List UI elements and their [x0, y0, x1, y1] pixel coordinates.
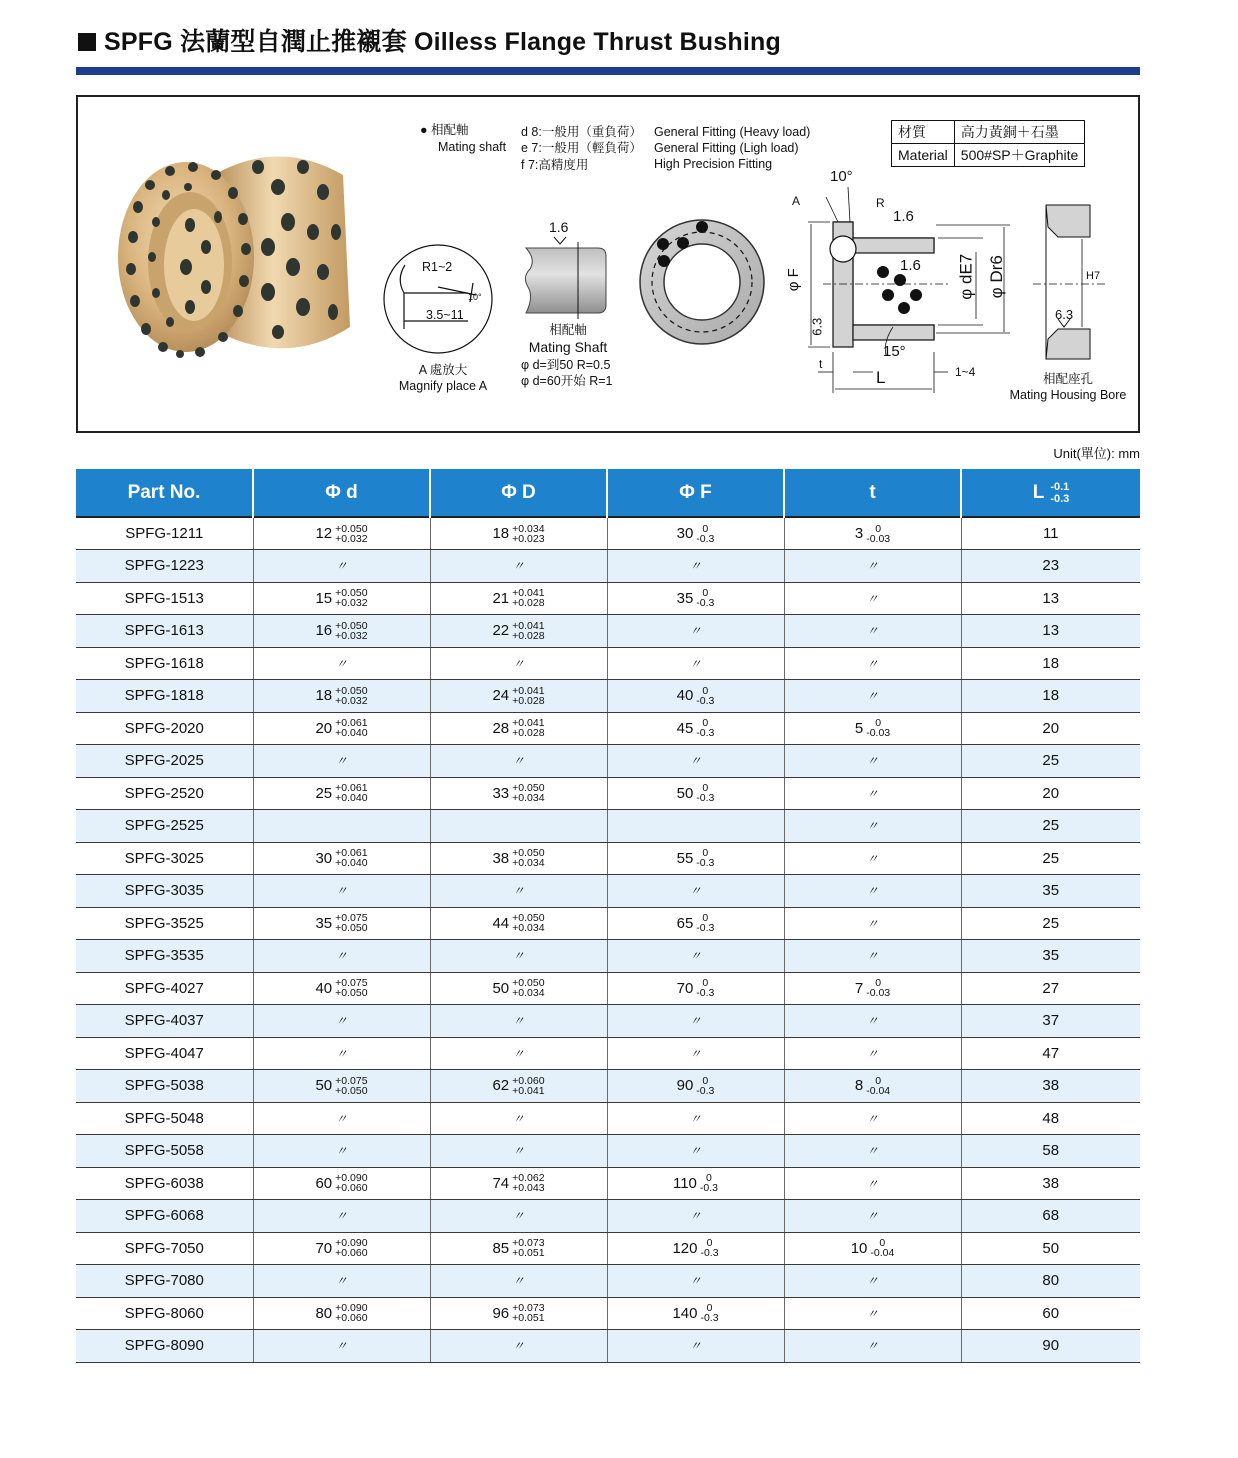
- table-row: [76, 1070, 1140, 1103]
- cell-t: 8 0 -0.04: [784, 1070, 961, 1103]
- cell-part-no: SPFG-7050: [76, 1232, 253, 1265]
- cell-D: 〃: [430, 940, 607, 973]
- technical-diagram: [76, 95, 1140, 433]
- cell-d: 〃: [253, 1005, 430, 1038]
- tolerance-D: +0.073 +0.051: [512, 1302, 545, 1325]
- cell-L: 25: [961, 745, 1140, 778]
- cell-part-no: SPFG-3525: [76, 907, 253, 940]
- cell-t: 〃: [784, 1135, 961, 1168]
- section-L-label: L: [876, 368, 886, 387]
- cell-part-no: SPFG-3535: [76, 940, 253, 973]
- section-roughness-1: 1.6: [893, 208, 914, 225]
- magnify-len-label: 3.5~11: [426, 308, 464, 322]
- housing-zh: 相配座孔: [1042, 372, 1093, 386]
- section-angle-top: 10°: [830, 168, 853, 185]
- cell-part-no: SPFG-6068: [76, 1200, 253, 1233]
- cell-F: 〃: [607, 940, 784, 973]
- tolerance-F: 0 -0.3: [696, 912, 715, 935]
- cell-part-no: SPFG-5048: [76, 1102, 253, 1135]
- cell-part-no: SPFG-8090: [76, 1330, 253, 1363]
- table-row: [76, 1200, 1140, 1233]
- cell-t: 〃: [784, 1102, 961, 1135]
- spec-table: [76, 469, 1140, 1363]
- section-a-label: A: [792, 194, 801, 208]
- cell-F: 50 0 -0.3: [607, 777, 784, 810]
- cell-d: 40 +0.075 +0.050: [253, 972, 430, 1005]
- tolerance-D: +0.050 +0.034: [512, 782, 545, 805]
- cell-t: 〃: [784, 777, 961, 810]
- cell-t: 〃: [784, 1005, 961, 1038]
- shaft-radius-1: φ d=到50 R=0.5: [521, 358, 611, 372]
- cell-d: 〃: [253, 875, 430, 908]
- cell-d: 60 +0.090 +0.060: [253, 1167, 430, 1200]
- cell-F: 〃: [607, 1037, 784, 1070]
- cell-d: 〃: [253, 1200, 430, 1233]
- tolerance-F: 0 -0.3: [696, 587, 715, 610]
- cell-F: 90 0 -0.3: [607, 1070, 784, 1103]
- section-gap-label: 1~4: [955, 365, 976, 379]
- cell-L: 25: [961, 907, 1140, 940]
- cell-part-no: SPFG-2525: [76, 810, 253, 843]
- cell-t: 〃: [784, 647, 961, 680]
- cell-t: 〃: [784, 745, 961, 778]
- table-row: [76, 1232, 1140, 1265]
- shaft-zh: 相配軸: [549, 323, 587, 337]
- cell-part-no: SPFG-5058: [76, 1135, 253, 1168]
- cell-part-no: SPFG-3035: [76, 875, 253, 908]
- cell-L: 18: [961, 680, 1140, 713]
- tolerance-D: +0.062 +0.043: [512, 1172, 545, 1195]
- tolerance-F: 0 -0.3: [696, 977, 715, 1000]
- table-row: [76, 615, 1140, 648]
- cell-F: 〃: [607, 1265, 784, 1298]
- cell-t: 〃: [784, 1167, 961, 1200]
- cell-t: 〃: [784, 875, 961, 908]
- tolerance-D: +0.050 +0.034: [512, 977, 545, 1000]
- cell-D: 74 +0.062 +0.043: [430, 1167, 607, 1200]
- cell-d: 15 +0.050 +0.032: [253, 582, 430, 615]
- cell-L: 38: [961, 1167, 1140, 1200]
- cell-d: 〃: [253, 1330, 430, 1363]
- header-F: Φ F: [607, 469, 784, 517]
- magnify-angle-label: 10°: [468, 292, 482, 302]
- tolerance-d: +0.050 +0.032: [335, 684, 368, 707]
- cell-part-no: SPFG-4027: [76, 972, 253, 1005]
- cell-part-no: SPFG-1613: [76, 615, 253, 648]
- cell-D: [430, 810, 607, 843]
- cell-t: 〃: [784, 1265, 961, 1298]
- fit-e-en: General Fitting (Ligh load): [654, 141, 799, 155]
- cell-d: 〃: [253, 1265, 430, 1298]
- cell-D: 18 +0.034 +0.023: [430, 517, 607, 550]
- cell-part-no: SPFG-4047: [76, 1037, 253, 1070]
- cell-F: 140 0 -0.3: [607, 1297, 784, 1330]
- cell-t: 10 0 -0.04: [784, 1232, 961, 1265]
- cell-D: 96 +0.073 +0.051: [430, 1297, 607, 1330]
- material-value-zh: 高力黃銅＋石墨: [954, 121, 1085, 144]
- legend-bullet: ● 相配軸: [420, 123, 469, 137]
- cell-t: 〃: [784, 550, 961, 583]
- tolerance-t: 0 -0.04: [870, 1237, 895, 1260]
- bushing-photo-icon: [118, 156, 350, 358]
- cell-L: 35: [961, 875, 1140, 908]
- tolerance-d: +0.061 +0.040: [335, 782, 368, 805]
- tolerance-d: +0.061 +0.040: [335, 717, 368, 740]
- cell-L: 38: [961, 1070, 1140, 1103]
- table-row: [76, 647, 1140, 680]
- cell-F: 〃: [607, 1135, 784, 1168]
- section-roughness-2: 1.6: [900, 257, 921, 274]
- cell-part-no: SPFG-2025: [76, 745, 253, 778]
- table-row: [76, 875, 1140, 908]
- material-table: [891, 120, 1085, 167]
- table-row: [76, 842, 1140, 875]
- tolerance-d: +0.061 +0.040: [335, 847, 368, 870]
- table-row: [76, 550, 1140, 583]
- cell-F: 70 0 -0.3: [607, 972, 784, 1005]
- tolerance-F: 0 -0.3: [696, 782, 715, 805]
- material-label-zh: 材質: [892, 121, 955, 144]
- cell-part-no: SPFG-7080: [76, 1265, 253, 1298]
- cell-F: 〃: [607, 1005, 784, 1038]
- housing-h7-label: H7: [1086, 270, 1101, 282]
- cell-L: 25: [961, 842, 1140, 875]
- cell-t: 〃: [784, 1037, 961, 1070]
- cell-L: 13: [961, 582, 1140, 615]
- header-part-no: Part No.: [76, 469, 253, 517]
- cell-D: 〃: [430, 1330, 607, 1363]
- cell-d: [253, 810, 430, 843]
- section-phi-D: φ Dr6: [986, 255, 1006, 299]
- tolerance-t: 0 -0.03: [866, 717, 891, 740]
- tolerance-D: +0.041 +0.028: [512, 684, 545, 707]
- cell-t: 〃: [784, 940, 961, 973]
- page-title: [78, 22, 781, 54]
- table-row: [76, 745, 1140, 778]
- cell-F: 110 0 -0.3: [607, 1167, 784, 1200]
- cell-D: 〃: [430, 647, 607, 680]
- tolerance-F: 0 -0.3: [696, 717, 715, 740]
- cell-L: 20: [961, 777, 1140, 810]
- material-label-en: Material: [892, 144, 955, 167]
- table-row: [76, 1135, 1140, 1168]
- tolerance-t: 0 -0.04: [866, 1074, 891, 1097]
- cell-D: 28 +0.041 +0.028: [430, 712, 607, 745]
- tolerance-D: +0.041 +0.028: [512, 587, 545, 610]
- header-d: Φ d: [253, 469, 430, 517]
- tolerance-d: +0.090 +0.060: [335, 1302, 368, 1325]
- page-title-text: SPFG 法蘭型自潤止推襯套 Oilless Flange Thrust Bushing: [104, 28, 781, 56]
- cell-D: 22 +0.041 +0.028: [430, 615, 607, 648]
- cell-t: 〃: [784, 680, 961, 713]
- tolerance-D: +0.034 +0.023: [512, 522, 545, 545]
- cell-D: 〃: [430, 1102, 607, 1135]
- table-row: [76, 907, 1140, 940]
- table-row: [76, 777, 1140, 810]
- tolerance-F: 0 -0.3: [696, 1074, 715, 1097]
- cell-d: 12 +0.050 +0.032: [253, 517, 430, 550]
- tolerance-d: +0.090 +0.060: [335, 1172, 368, 1195]
- cell-d: 70 +0.090 +0.060: [253, 1232, 430, 1265]
- cell-part-no: SPFG-3025: [76, 842, 253, 875]
- tolerance-d: +0.050 +0.032: [335, 522, 368, 545]
- cell-F: 〃: [607, 550, 784, 583]
- header-L-tolerance: -0.1 -0.3: [1050, 480, 1070, 505]
- cell-L: 48: [961, 1102, 1140, 1135]
- cell-L: 58: [961, 1135, 1140, 1168]
- cell-D: 44 +0.050 +0.034: [430, 907, 607, 940]
- cell-F: 40 0 -0.3: [607, 680, 784, 713]
- tolerance-d: +0.090 +0.060: [335, 1237, 368, 1260]
- tolerance-t: 0 -0.03: [866, 977, 891, 1000]
- cell-L: 60: [961, 1297, 1140, 1330]
- cell-D: 85 +0.073 +0.051: [430, 1232, 607, 1265]
- table-header-row: [76, 469, 1140, 517]
- cell-F: 65 0 -0.3: [607, 907, 784, 940]
- cell-part-no: SPFG-2020: [76, 712, 253, 745]
- cell-F: 120 0 -0.3: [607, 1232, 784, 1265]
- cell-L: 13: [961, 615, 1140, 648]
- cell-F: 〃: [607, 745, 784, 778]
- section-phi-d: φ dE7: [956, 253, 976, 300]
- cell-D: 〃: [430, 550, 607, 583]
- cell-t: 〃: [784, 1200, 961, 1233]
- cell-L: 20: [961, 712, 1140, 745]
- title-divider: [76, 67, 1140, 75]
- cell-F: 〃: [607, 1330, 784, 1363]
- table-row: [76, 1167, 1140, 1200]
- housing-roughness: 6.3: [1055, 307, 1074, 322]
- table-row: [76, 517, 1140, 550]
- cell-d: 〃: [253, 1135, 430, 1168]
- cell-D: 62 +0.060 +0.041: [430, 1070, 607, 1103]
- cell-part-no: SPFG-1818: [76, 680, 253, 713]
- table-body: [76, 517, 1140, 1362]
- tolerance-F: 0 -0.3: [700, 1302, 719, 1325]
- cell-t: 5 0 -0.03: [784, 712, 961, 745]
- cell-F: 45 0 -0.3: [607, 712, 784, 745]
- cell-L: 18: [961, 647, 1140, 680]
- tolerance-D: +0.073 +0.051: [512, 1237, 545, 1260]
- cell-F: 〃: [607, 875, 784, 908]
- cell-d: 18 +0.050 +0.032: [253, 680, 430, 713]
- tolerance-d: +0.050 +0.032: [335, 619, 368, 642]
- cell-F: 〃: [607, 615, 784, 648]
- table-row: [76, 1330, 1140, 1363]
- cell-t: 〃: [784, 1297, 961, 1330]
- cell-d: 〃: [253, 647, 430, 680]
- tolerance-d: +0.075 +0.050: [335, 1074, 368, 1097]
- cell-part-no: SPFG-6038: [76, 1167, 253, 1200]
- tolerance-D: +0.041 +0.028: [512, 717, 545, 740]
- section-angle-bottom: 15°: [883, 343, 906, 360]
- cell-F: 30 0 -0.3: [607, 517, 784, 550]
- shaft-en: Mating Shaft: [528, 339, 608, 355]
- magnify-zh: A 處放大: [418, 363, 468, 377]
- table-row: [76, 712, 1140, 745]
- cell-F: 〃: [607, 1102, 784, 1135]
- cell-d: 30 +0.061 +0.040: [253, 842, 430, 875]
- cell-t: 〃: [784, 582, 961, 615]
- cell-D: 38 +0.050 +0.034: [430, 842, 607, 875]
- cell-t: 〃: [784, 810, 961, 843]
- cell-L: 35: [961, 940, 1140, 973]
- cell-t: 3 0 -0.03: [784, 517, 961, 550]
- header-L: L -0.1 -0.3: [961, 469, 1140, 517]
- tolerance-F: 0 -0.3: [696, 847, 715, 870]
- tolerance-D: +0.050 +0.034: [512, 847, 545, 870]
- cell-part-no: SPFG-1223: [76, 550, 253, 583]
- tolerance-F: 0 -0.3: [699, 1172, 718, 1195]
- magnify-en: Magnify place A: [398, 379, 488, 393]
- cell-L: 80: [961, 1265, 1140, 1298]
- mating-shaft-icon: [525, 237, 606, 319]
- table-row: [76, 1102, 1140, 1135]
- unit-label: Unit(單位): mm: [1053, 446, 1140, 461]
- cell-L: 68: [961, 1200, 1140, 1233]
- tolerance-d: +0.050 +0.032: [335, 587, 368, 610]
- cell-D: 〃: [430, 1265, 607, 1298]
- cell-d: 〃: [253, 745, 430, 778]
- legend-shaft-en: Mating shaft: [438, 140, 507, 154]
- cell-D: 〃: [430, 1037, 607, 1070]
- cell-part-no: SPFG-2520: [76, 777, 253, 810]
- cell-d: 20 +0.061 +0.040: [253, 712, 430, 745]
- fit-f-en: High Precision Fitting: [654, 157, 773, 171]
- cell-t: 7 0 -0.03: [784, 972, 961, 1005]
- cell-F: 55 0 -0.3: [607, 842, 784, 875]
- cell-L: 25: [961, 810, 1140, 843]
- shaft-radius-2: φ d=60开始 R=1: [521, 374, 613, 388]
- cell-F: [607, 810, 784, 843]
- header-D: Φ D: [430, 469, 607, 517]
- cell-D: 〃: [430, 745, 607, 778]
- material-value-en: 500#SP＋Graphite: [954, 144, 1085, 167]
- tolerance-D: +0.060 +0.041: [512, 1074, 545, 1097]
- table-row: [76, 1265, 1140, 1298]
- table-row: [76, 810, 1140, 843]
- table-row: [76, 972, 1140, 1005]
- cell-L: 23: [961, 550, 1140, 583]
- cell-d: 〃: [253, 940, 430, 973]
- tolerance-F: 0 -0.3: [696, 522, 715, 545]
- cell-D: 33 +0.050 +0.034: [430, 777, 607, 810]
- tolerance-F: 0 -0.3: [696, 684, 715, 707]
- cell-L: 50: [961, 1232, 1140, 1265]
- bushing-end-view-icon: [640, 220, 764, 344]
- section-r-label: R: [876, 196, 885, 210]
- cell-part-no: SPFG-1211: [76, 517, 253, 550]
- cell-D: 21 +0.041 +0.028: [430, 582, 607, 615]
- cell-d: 16 +0.050 +0.032: [253, 615, 430, 648]
- cell-part-no: SPFG-8060: [76, 1297, 253, 1330]
- cell-d: 〃: [253, 1102, 430, 1135]
- cell-D: 〃: [430, 875, 607, 908]
- fit-d-label: d 8:一般用（重負荷）: [521, 125, 642, 139]
- tolerance-F: 0 -0.3: [700, 1237, 719, 1260]
- cell-D: 24 +0.041 +0.028: [430, 680, 607, 713]
- cell-D: 〃: [430, 1200, 607, 1233]
- cell-part-no: SPFG-1618: [76, 647, 253, 680]
- cell-L: 27: [961, 972, 1140, 1005]
- cell-t: 〃: [784, 1330, 961, 1363]
- table-row: [76, 1005, 1140, 1038]
- header-t: t: [784, 469, 961, 517]
- fit-d-en: General Fitting (Heavy load): [654, 125, 811, 139]
- cell-L: 90: [961, 1330, 1140, 1363]
- table-row: [76, 1037, 1140, 1070]
- cell-t: 〃: [784, 615, 961, 648]
- cell-part-no: SPFG-4037: [76, 1005, 253, 1038]
- cell-F: 〃: [607, 1200, 784, 1233]
- cell-d: 〃: [253, 1037, 430, 1070]
- cell-L: 37: [961, 1005, 1140, 1038]
- cell-D: 〃: [430, 1135, 607, 1168]
- table-row: [76, 582, 1140, 615]
- tolerance-d: +0.075 +0.050: [335, 912, 368, 935]
- tolerance-d: +0.075 +0.050: [335, 977, 368, 1000]
- square-bullet-icon: [78, 33, 96, 51]
- cell-d: 〃: [253, 550, 430, 583]
- cell-F: 〃: [607, 647, 784, 680]
- cell-d: 35 +0.075 +0.050: [253, 907, 430, 940]
- table-row: [76, 1297, 1140, 1330]
- section-t-label: t: [819, 357, 823, 371]
- cell-F: 35 0 -0.3: [607, 582, 784, 615]
- table-row: [76, 940, 1140, 973]
- tolerance-D: +0.050 +0.034: [512, 912, 545, 935]
- cell-d: 50 +0.075 +0.050: [253, 1070, 430, 1103]
- cell-part-no: SPFG-1513: [76, 582, 253, 615]
- cell-L: 47: [961, 1037, 1140, 1070]
- cell-d: 25 +0.061 +0.040: [253, 777, 430, 810]
- table-row: [76, 680, 1140, 713]
- magnify-r-label: R1~2: [422, 260, 453, 274]
- cell-D: 50 +0.050 +0.034: [430, 972, 607, 1005]
- cell-L: 11: [961, 517, 1140, 550]
- cell-t: 〃: [784, 842, 961, 875]
- section-roughness-3: 6.3: [809, 317, 825, 336]
- fit-e-label: e 7:一般用（輕負荷）: [521, 141, 642, 155]
- cell-t: 〃: [784, 907, 961, 940]
- housing-en: Mating Housing Bore: [1009, 388, 1127, 402]
- tolerance-D: +0.041 +0.028: [512, 619, 545, 642]
- cell-d: 80 +0.090 +0.060: [253, 1297, 430, 1330]
- tolerance-t: 0 -0.03: [866, 522, 891, 545]
- cell-D: 〃: [430, 1005, 607, 1038]
- fit-f-label: f 7:高精度用: [521, 158, 589, 172]
- shaft-roughness: 1.6: [549, 219, 569, 235]
- cell-part-no: SPFG-5038: [76, 1070, 253, 1103]
- section-phi-f: φ F: [784, 268, 802, 292]
